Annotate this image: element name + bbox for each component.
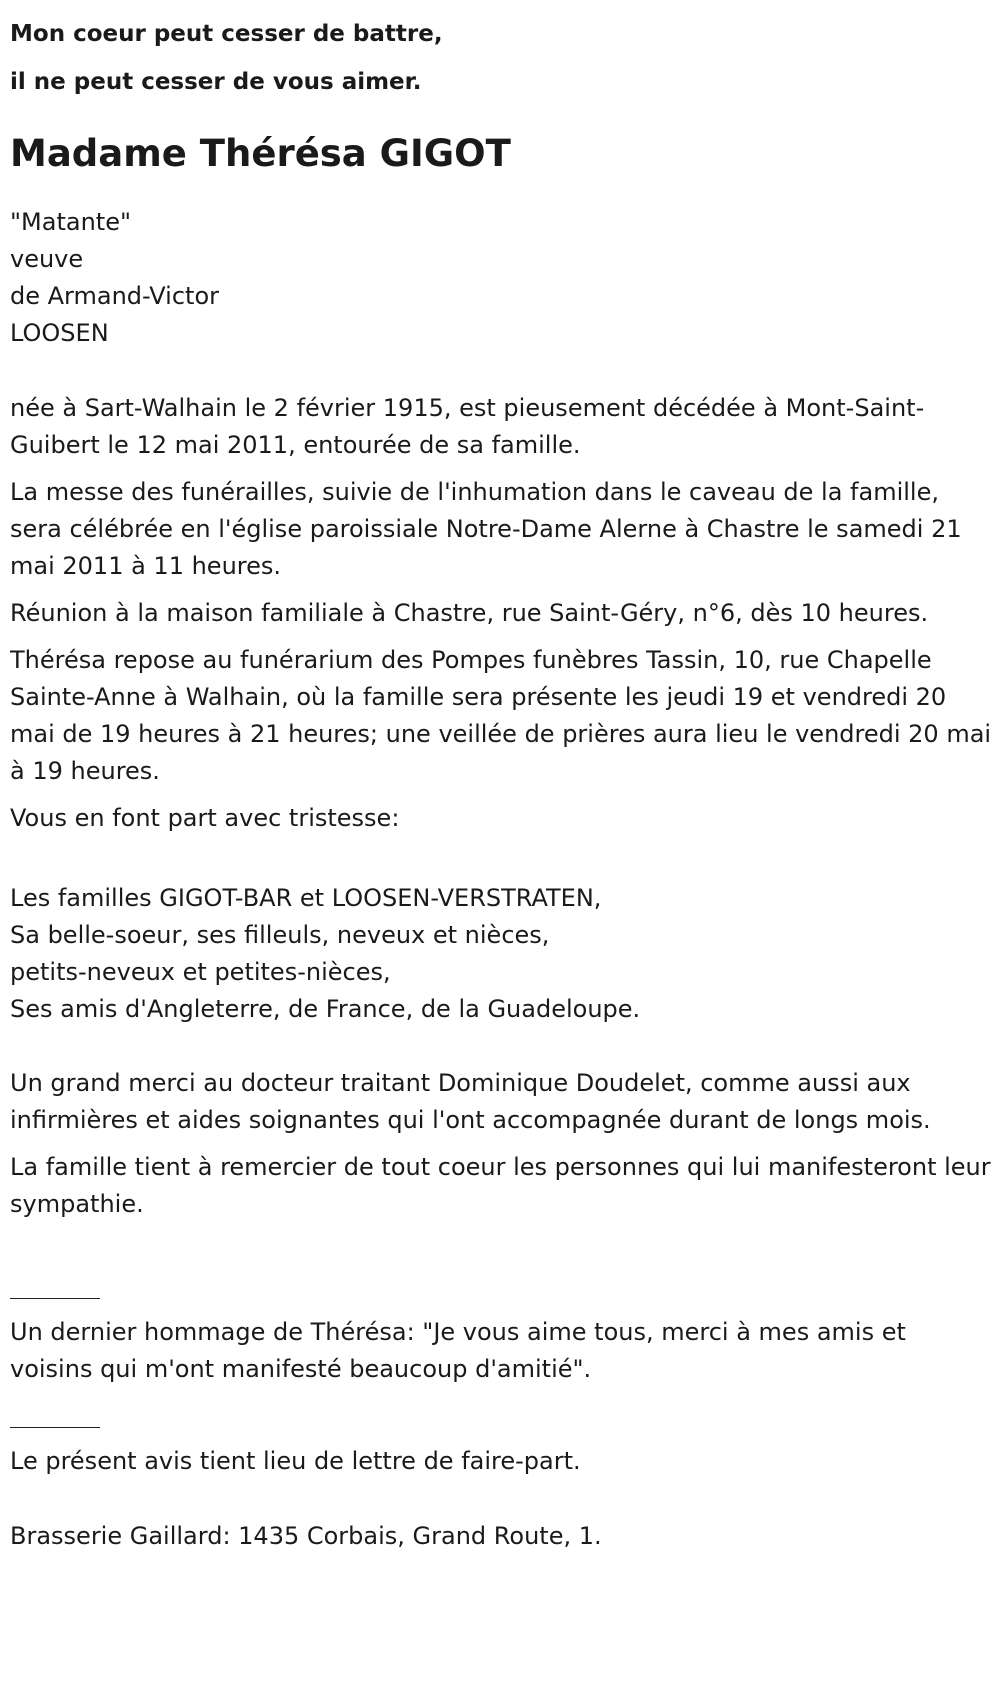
paragraph-thanks-family: La famille tient à remercier de tout coeur les personnes qui lui manifesteront leur sympathie.	[10, 1153, 991, 1218]
intro-line: "Matante"	[10, 208, 131, 236]
family-line: Sa belle-soeur, ses filleuls, neveux et nièces,	[10, 921, 550, 949]
address-block	[10, 1518, 995, 1555]
intro-line: veuve	[10, 245, 84, 273]
family-line: petits-neveux et petites-nièces,	[10, 958, 391, 986]
family-block	[10, 880, 995, 1028]
notice-block	[10, 1443, 995, 1480]
epigraph	[10, 10, 443, 106]
paragraph-funerarium: Thérésa repose au funérarium des Pompes funèbres Tassin, 10, rue Chapelle Sainte-Anne à Walhain, où la famille sera présente les jeudi 19 et vendredi 20 mai de 19 heures à 21 heures; une veillée de prières aura lieu le vendredi 20 mai à 19 heures.	[10, 646, 992, 785]
family-line: Les familles GIGOT-BAR et LOOSEN-VERSTRATEN,	[10, 884, 602, 912]
deceased-name: Madame Thérésa GIGOT	[10, 132, 511, 175]
thanks-block	[10, 1065, 995, 1223]
paragraph-homage: Un dernier hommage de Thérésa: "Je vous aime tous, merci à mes amis et voisins qui m'ont manifesté beaucoup d'amitié".	[10, 1318, 906, 1383]
intro-block	[10, 204, 995, 352]
family-line: Ses amis d'Angleterre, de France, de la Guadeloupe.	[10, 995, 641, 1023]
epigraph-line: il ne peut cesser de vous aimer.	[10, 69, 422, 95]
paragraph-birth-death: née à Sart-Walhain le 2 février 1915, est pieusement décédée à Mont-Saint-Guibert le 12 mai 2011, entourée de sa famille.	[10, 394, 925, 459]
main-text	[10, 390, 995, 847]
paragraph-reunion: Réunion à la maison familiale à Chastre, rue Saint-Géry, n°6, dès 10 heures.	[10, 599, 929, 627]
paragraph-notice: Le présent avis tient lieu de lettre de faire-part.	[10, 1447, 581, 1475]
intro-line: LOOSEN	[10, 319, 109, 347]
homage-block	[10, 1314, 995, 1388]
paragraph-address: Brasserie Gaillard: 1435 Corbais, Grand Route, 1.	[10, 1522, 602, 1550]
paragraph-announcement: Vous en font part avec tristesse:	[10, 804, 400, 832]
paragraph-thanks-doctor: Un grand merci au docteur traitant Dominique Doudelet, comme aussi aux infirmières et aides soignantes qui l'ont accompagnée durant de longs mois.	[10, 1069, 931, 1134]
separator-rule	[10, 1427, 100, 1428]
paragraph-funeral: La messe des funérailles, suivie de l'inhumation dans le caveau de la famille, sera célébrée en l'église paroissiale Notre-Dame Alerne à Chastre le samedi 21 mai 2011 à 11 heures.	[10, 478, 962, 580]
separator-rule	[10, 1298, 100, 1299]
intro-line: de Armand-Victor	[10, 282, 219, 310]
epigraph-line: Mon coeur peut cesser de battre,	[10, 21, 443, 47]
